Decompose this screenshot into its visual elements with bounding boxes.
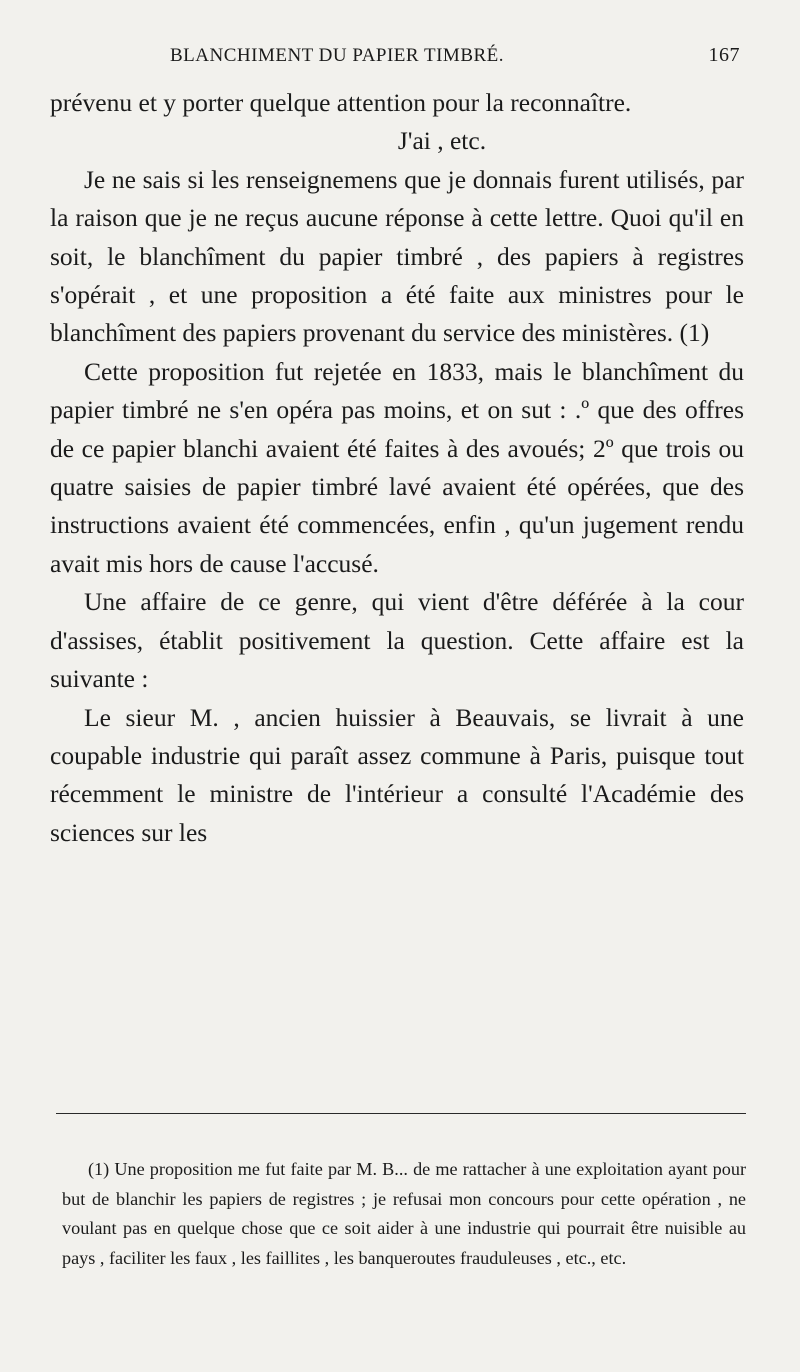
main-text: [50, 84, 744, 852]
page-number: 167: [708, 44, 740, 66]
paragraph: Le sieur M. , ancien huissier à Beauvais, se livrait à une coupable industrie qui paraît assez commune à Paris, puisque tout récemment le ministre de l'intérieur a consulté l'Académie des sciences sur les: [50, 702, 744, 847]
paragraph: Je ne sais si les renseignemens que je donnais furent utilisés, par la raison que je ne reçus aucune réponse à cette lettre. Quoi qu'il en soit, le blanchîment du papier timbré , des papiers à registres s'opérait , et une proposition a été faite aux ministres pour le blanchîment des papiers provenant du service des ministères. (1): [50, 164, 744, 348]
footnote-divider: [56, 1113, 746, 1114]
running-title: BLANCHIMENT DU PAPIER TIMBRÉ.: [170, 45, 505, 66]
paragraph: Une affaire de ce genre, qui vient d'être déférée à la cour d'assises, établit positivement la question. Cette affaire est la suivante :: [50, 587, 744, 694]
letter-signoff: J'ai , etc.: [397, 126, 487, 156]
running-header: [170, 44, 740, 76]
footnote: [62, 1155, 746, 1273]
paragraph-continuation: prévenu et y porter quelque attention pour la reconnaître.: [50, 88, 632, 117]
paragraph: Cette proposition fut rejetée en 1833, mais le blanchîment du papier timbré ne s'en opéra pas moins, et on sut : .º que des offres de ce papier blanchi avaient été faites à des avoués; 2º que trois ou quatre saisies de papier timbré lavé avaient été opérées, que des instructions avaient été commencées, enfin , qu'un jugement rendu avait mis hors de cause l'accusé.: [50, 356, 744, 578]
footnote-text: (1) Une proposition me fut faite par M. B... de me rattacher à une exploitation ayant pour but de blanchir les papiers de registres ; je refusai mon concours pour cette opération , ne voulant pas en quelque chose que ce soit aider à une industrie qui pourrait être nuisible au pays , faciliter les faux , les faillites , les banqueroutes frauduleuses , etc., etc.: [62, 1159, 746, 1268]
